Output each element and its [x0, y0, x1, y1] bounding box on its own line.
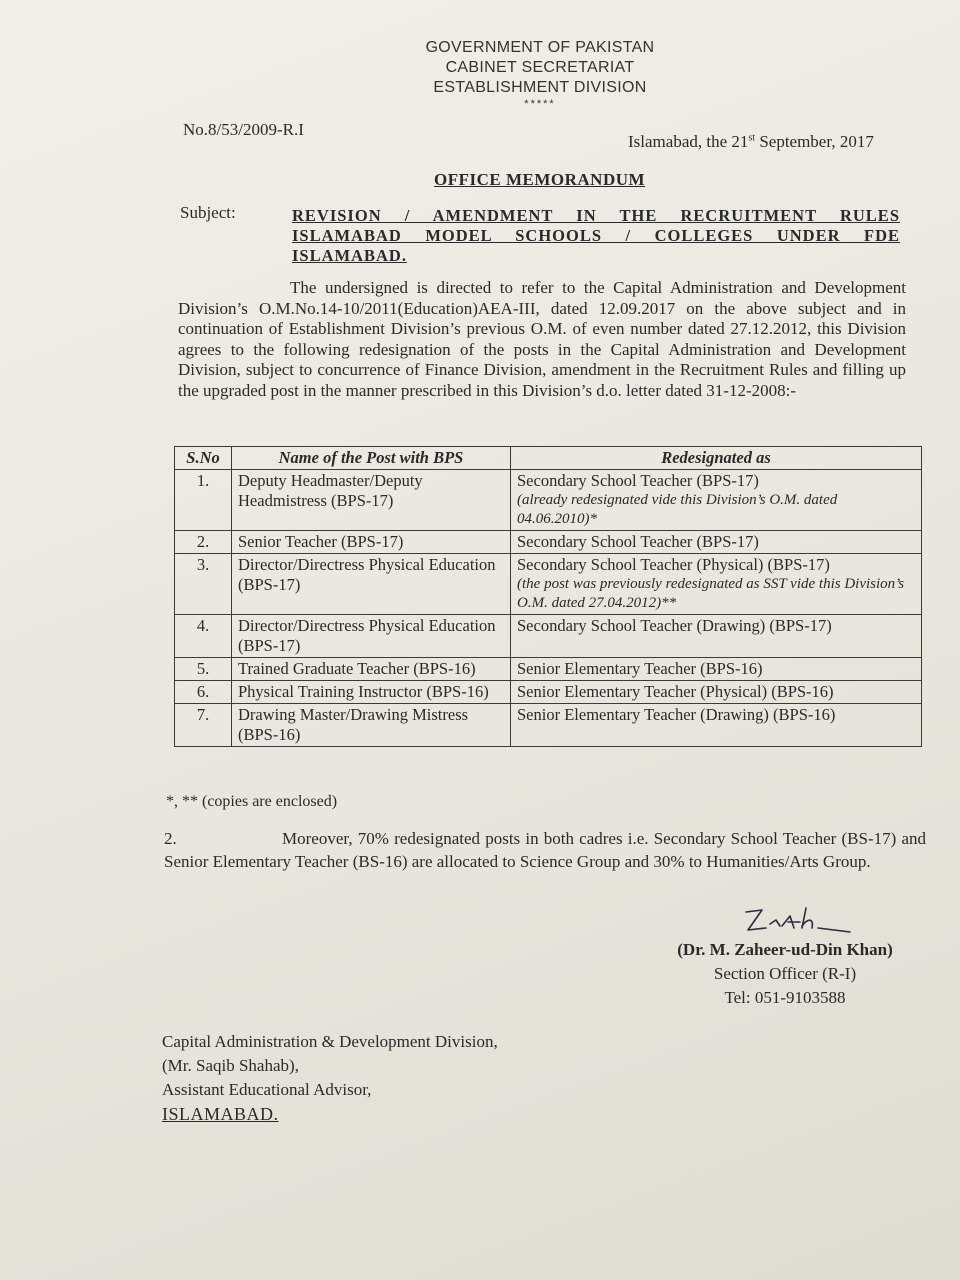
row-redesignated: Senior Elementary Teacher (Physical) (BPS-16)	[511, 681, 922, 704]
row-post: Deputy Headmaster/Deputy Headmistress (BPS-17)	[232, 470, 511, 531]
memo-title: OFFICE MEMORANDUM	[434, 170, 646, 189]
table-row	[175, 704, 922, 747]
handwritten-signature	[740, 902, 860, 938]
subject-line-3: ISLAMABAD.	[292, 246, 407, 265]
letterhead-division: ESTABLISHMENT DIVISION	[433, 79, 647, 96]
row-redesignated: Secondary School Teacher (BPS-17)	[511, 531, 922, 554]
letterhead-government: GOVERNMENT OF PAKISTAN	[425, 39, 655, 56]
letterhead	[300, 38, 780, 110]
header-redesignated: Redesignated as	[511, 447, 922, 470]
letterhead-secretariat: CABINET SECRETARIAT	[445, 59, 635, 76]
row-note: (already redesignated vide this Division’s O.M. dated 04.06.2010)*	[517, 492, 838, 527]
memo-date	[628, 132, 874, 152]
addressee-line-1: Capital Administration & Development Division,	[162, 1032, 498, 1051]
table-row	[175, 681, 922, 704]
paragraph-1	[178, 278, 906, 401]
addressee-block	[162, 1030, 498, 1126]
row-post: Director/Directress Physical Education (BPS-17)	[232, 554, 511, 615]
date-suffix: September, 2017	[755, 132, 874, 151]
row-sno: 1.	[175, 470, 232, 531]
paragraph-1-text: The undersigned is directed to refer to the Capital Administration and Development Division’s O.M.No.14-10/2011(Education)AEA-III, dated 12.09.2017 on the above subject and in continuation of Establishment Division’s previous O.M. of even number dated 27.12.2012, this Division agrees to the following redesignation of the posts in the Capital Administration and Development Division, subject to concurrence of Finance Division, amendment in the Recruitment Rules and filling up the upgraded post in the manner prescribed in this Division’s d.o. letter dated 31-12-2008:-	[178, 278, 906, 400]
redesignation-table	[174, 446, 922, 747]
row-sno: 3.	[175, 554, 232, 615]
row-post: Senior Teacher (BPS-17)	[232, 531, 511, 554]
table-row	[175, 531, 922, 554]
table-row	[175, 470, 922, 531]
addressee-line-2: (Mr. Saqib Shahab),	[162, 1056, 299, 1075]
row-note: (the post was previously redesignated as SST vide this Division’s O.M. dated 27.04.2012)**	[517, 576, 905, 611]
row-post: Trained Graduate Teacher (BPS-16)	[232, 658, 511, 681]
header-post: Name of the Post with BPS	[232, 447, 511, 470]
table-row	[175, 615, 922, 658]
date-ordinal: st	[748, 132, 756, 144]
row-sno: 5.	[175, 658, 232, 681]
row-redesignated: Senior Elementary Teacher (Drawing) (BPS-16)	[511, 704, 922, 747]
subject-text	[292, 206, 900, 266]
paragraph-2-number: 2.	[164, 829, 177, 848]
table-row	[175, 554, 922, 615]
row-post: Drawing Master/Drawing Mistress (BPS-16)	[232, 704, 511, 747]
row-redesignated-text: Secondary School Teacher (BPS-17)	[517, 471, 759, 490]
paragraph-2	[164, 827, 926, 873]
addressee-city: ISLAMABAD.	[162, 1104, 279, 1124]
row-redesignated: Secondary School Teacher (Drawing) (BPS-17)	[511, 615, 922, 658]
row-redesignated-text: Secondary School Teacher (Physical) (BPS-17)	[517, 555, 830, 574]
table-header-row	[175, 447, 922, 470]
subject-label: Subject:	[180, 203, 236, 222]
row-sno: 4.	[175, 615, 232, 658]
row-redesignated: Senior Elementary Teacher (BPS-16)	[511, 658, 922, 681]
reference-number: No.8/53/2009-R.I	[183, 120, 304, 139]
row-post: Director/Directress Physical Education (BPS-17)	[232, 615, 511, 658]
row-redesignated	[511, 554, 922, 615]
copies-note: *, ** (copies are enclosed)	[166, 793, 338, 810]
date-prefix: Islamabad, the 21	[628, 132, 749, 151]
row-sno: 7.	[175, 704, 232, 747]
row-redesignated	[511, 470, 922, 531]
signatory-designation: Section Officer (R-I)	[713, 964, 857, 983]
letterhead-stars: *****	[524, 98, 556, 110]
header-sno: S.No	[175, 447, 232, 470]
row-sno: 2.	[175, 531, 232, 554]
row-post: Physical Training Instructor (BPS-16)	[232, 681, 511, 704]
signatory-tel: Tel: 051-9103588	[724, 988, 846, 1007]
addressee-line-3: Assistant Educational Advisor,	[162, 1080, 372, 1099]
row-sno: 6.	[175, 681, 232, 704]
paragraph-2-text: Moreover, 70% redesignated posts in both cadres i.e. Secondary School Teacher (BS-17) and Senior Elementary Teacher (BS-16) are allocated to Science Group and 30% to Humanities/Arts Group.	[164, 829, 926, 871]
signatory-name: (Dr. M. Zaheer-ud-Din Khan)	[677, 940, 893, 959]
table-row	[175, 658, 922, 681]
subject-line-1: REVISION / AMENDMENT IN THE RECRUITMENT RULES	[292, 206, 900, 225]
signature-block	[656, 938, 914, 1010]
subject-line-2: ISLAMABAD MODEL SCHOOLS / COLLEGES UNDER FDE	[292, 226, 900, 245]
